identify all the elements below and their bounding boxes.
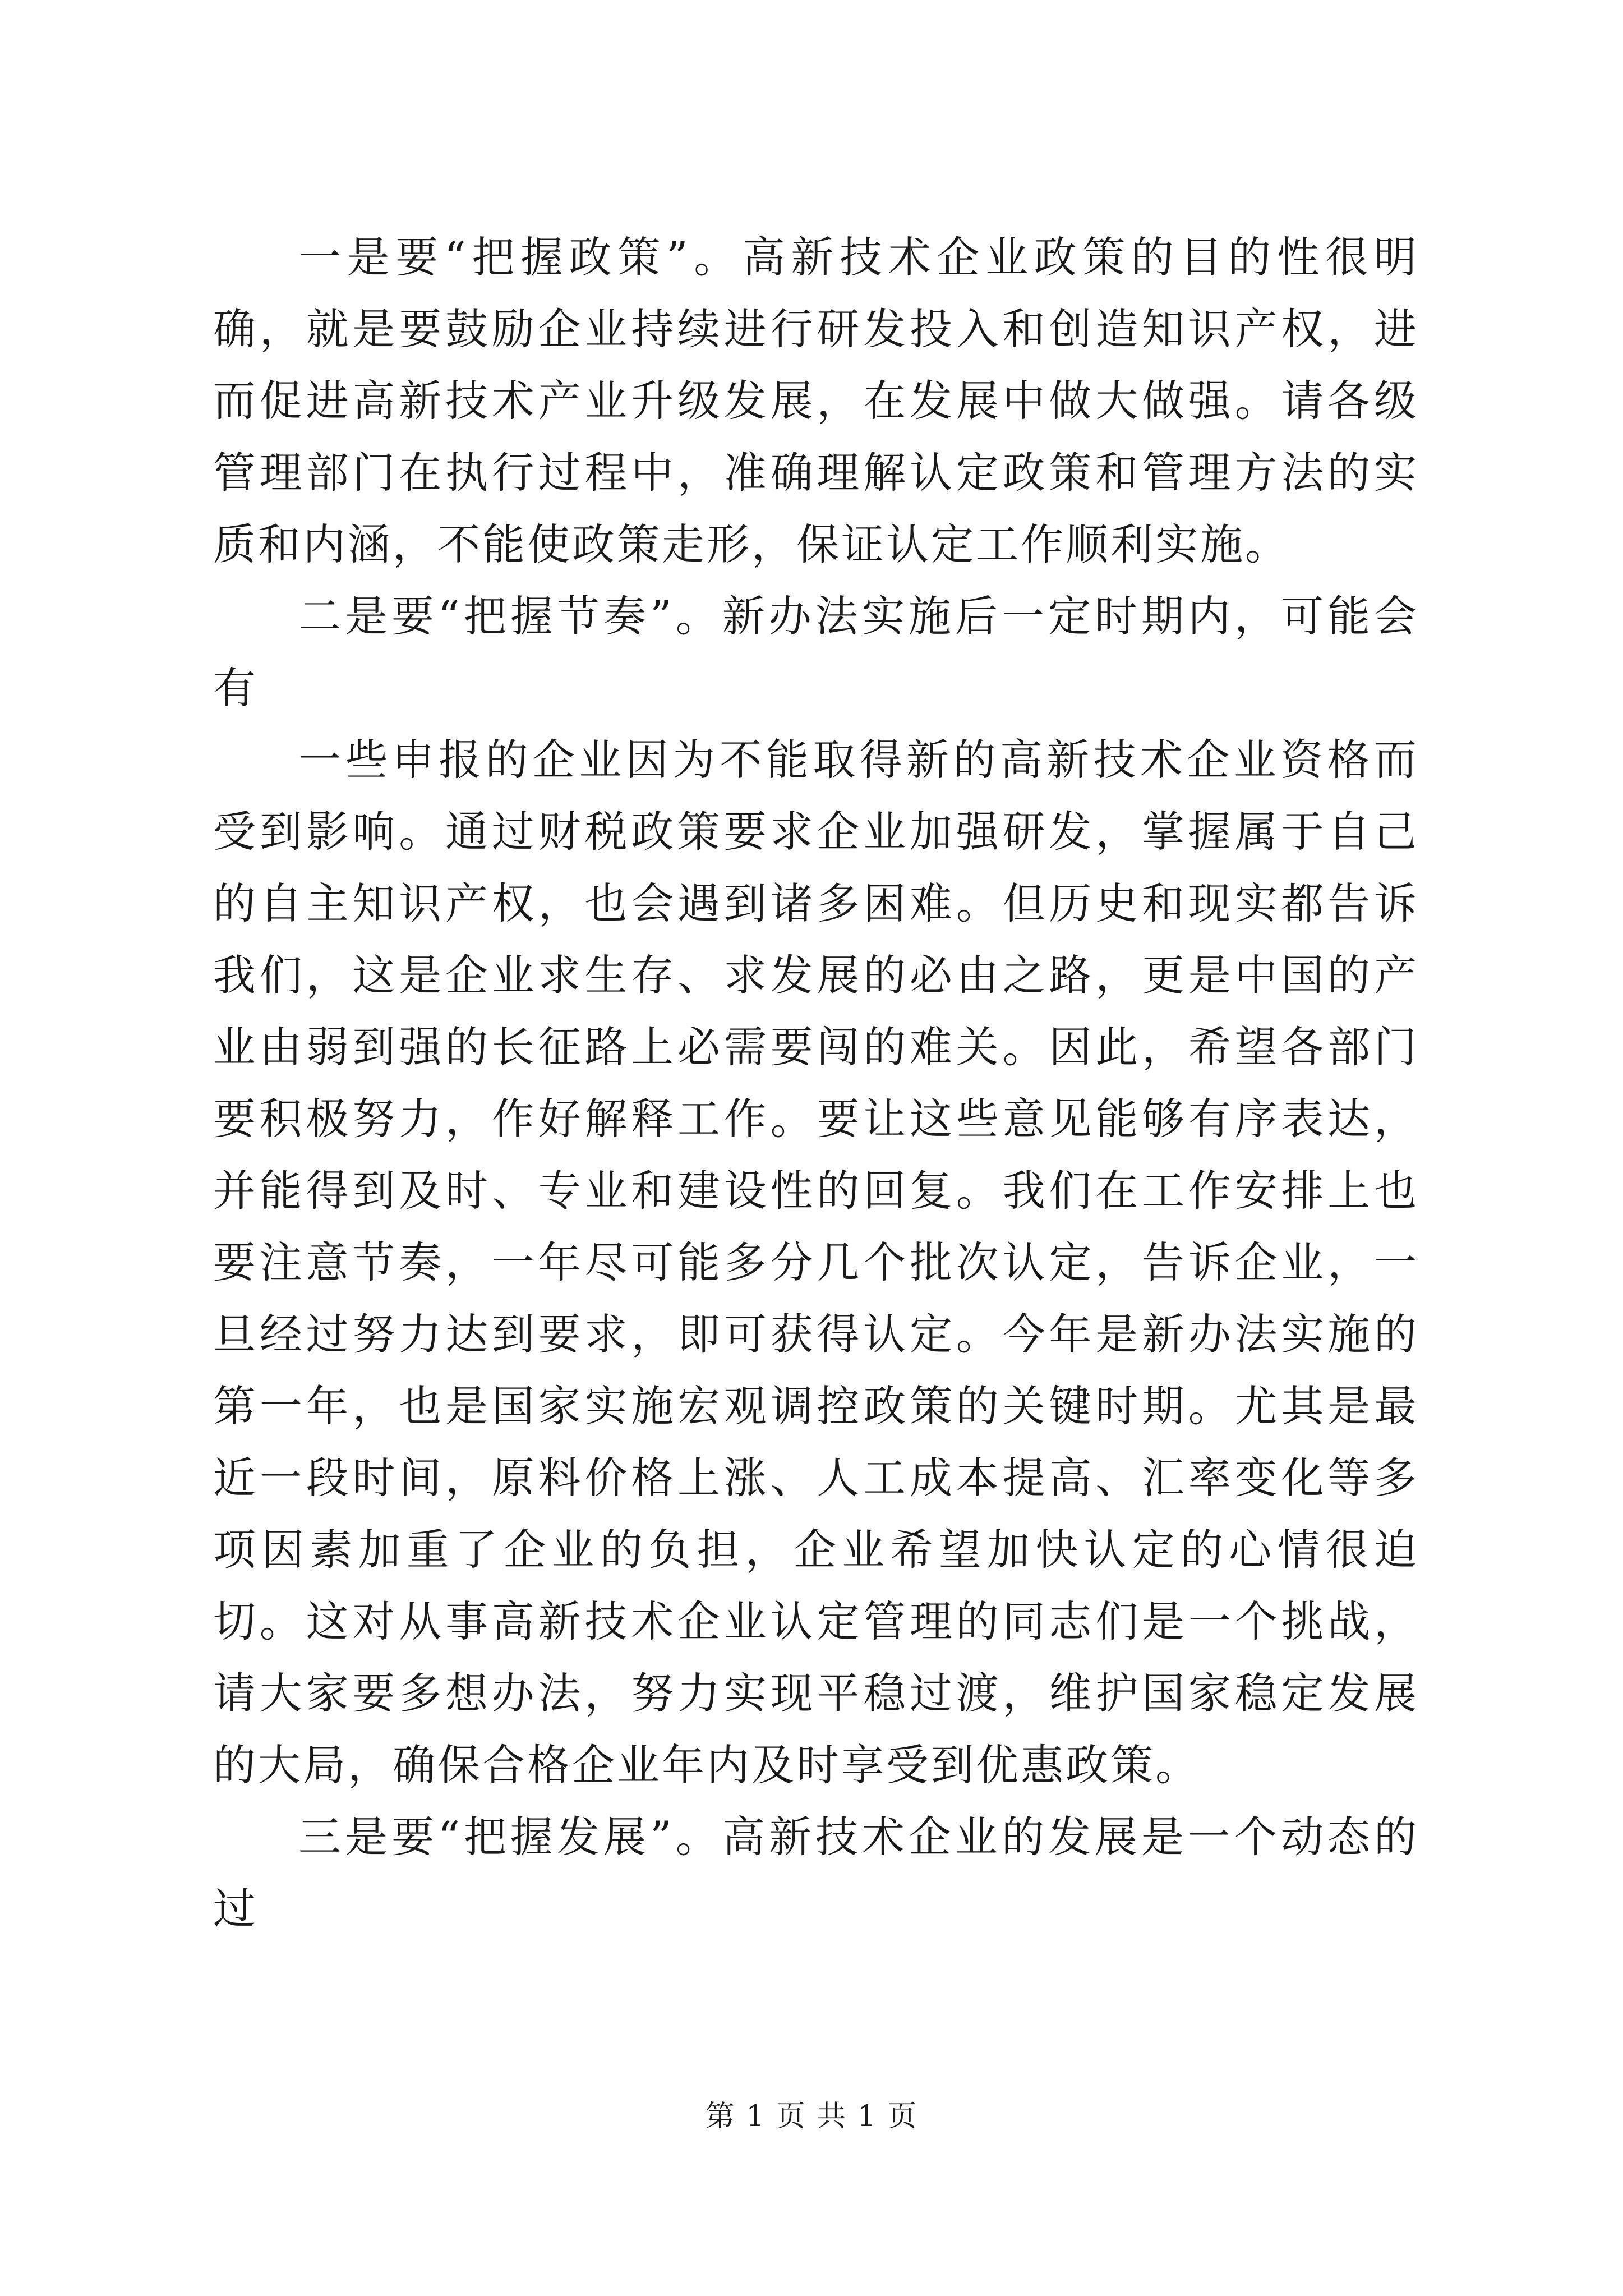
paragraph-rhythm-body: 一些申报的企业因为不能取得新的高新技术企业资格而受到影响。通过财税政策要求企业加强研发，掌握属于自己的自主知识产权，也会遇到诸多困难。但历史和现实都告诉我们，这是企业求生存、求发展的必由之路，更是中国的产业由弱到强的长征路上必需要闯的难关。因此，希望各部门要积极努力，作好解释工作。要让这些意见能够有序表达，并能得到及时、专业和建设性的回复。我们在工作安排上也要注意节奏，一年尽可能多分几个批次认定，告诉企业，一旦经过努力达到要求，即可获得认定。今年是新办法实施的第一年，也是国家实施宏观调控政策的关键时期。尤其是最近一段时间，原料价格上涨、人工成本提高、汇率变化等多项因素加重了企业的负担，企业希望加快认定的心情很迫切。这对从事高新技术企业认定管理的同志们是一个挑战，请大家要多想办法，努力实现平稳过渡，维护国家稳定发展的大局，确保合格企业年内及时享受到优惠政策。 bbox=[213, 735, 1419, 1790]
paragraph-policy: 一是要“把握政策”。高新技术企业政策的目的性很明确，就是要鼓励企业持续进行研发投入和创造知识产权，进而促进高新技术产业升级发展，在发展中做大做强。请各级管理部门在执行过程中，准确理解认定政策和管理方法的实质和内涵，不能使政策走形，保证认定工作顺利实施。 bbox=[213, 232, 1419, 569]
paragraph-development: 三是要“把握发展”。高新技术企业的发展是一个动态的过 bbox=[213, 1812, 1419, 1934]
paragraph-rhythm-heading: 二是要“把握节奏”。新办法实施后一定时期内，可能会有 bbox=[213, 591, 1419, 713]
document-body bbox=[213, 222, 1419, 1945]
page-footer: 第 1 页 共 1 页 bbox=[705, 2100, 918, 2133]
